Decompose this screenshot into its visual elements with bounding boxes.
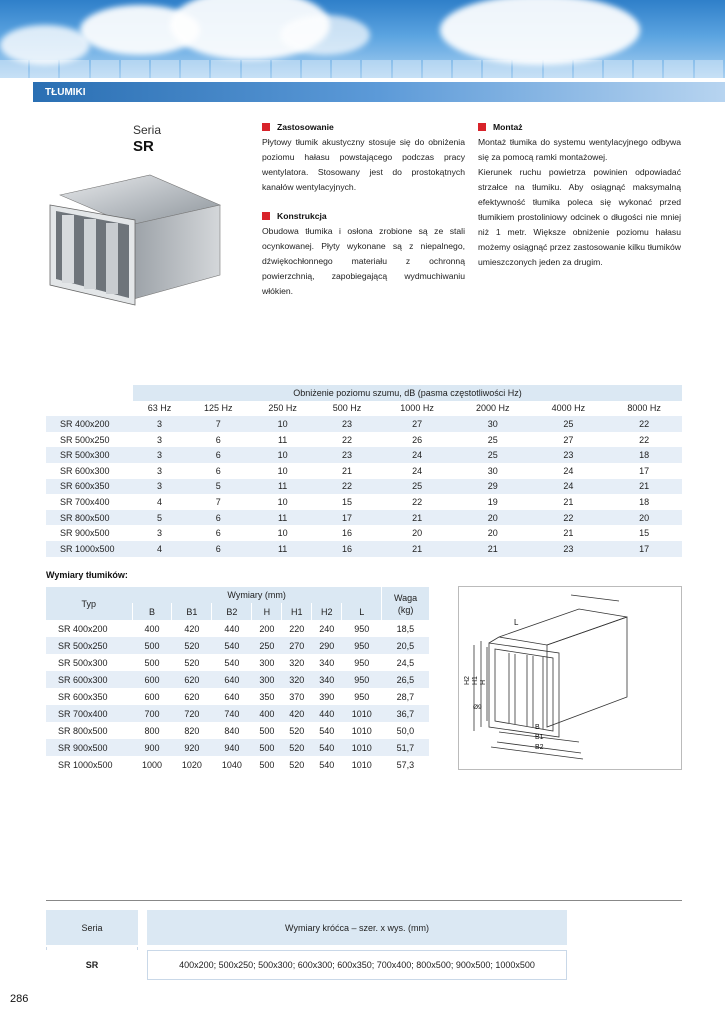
- table-row: [46, 541, 682, 557]
- dimension-value-cell: 800: [132, 722, 172, 739]
- dimension-value-cell: 400: [132, 620, 172, 637]
- model-name-cell: SR 800x500: [46, 510, 133, 526]
- label-hole: Ø9: [473, 704, 482, 711]
- noise-value-cell: 15: [315, 494, 379, 510]
- noise-value-cell: 6: [186, 525, 250, 541]
- table-row: [46, 756, 429, 773]
- dimension-value-cell: 220: [282, 620, 312, 637]
- dimension-value-cell: 390: [312, 688, 342, 705]
- dimensions-table: [46, 587, 429, 773]
- noise-value-cell: 22: [606, 432, 682, 448]
- noise-value-cell: 23: [315, 416, 379, 432]
- model-name-cell: SR 500x300: [46, 654, 132, 671]
- noise-value-cell: 26: [379, 432, 455, 448]
- waga-unit: (kg): [397, 604, 414, 615]
- noise-value-cell: 5: [133, 510, 186, 526]
- dimension-value-cell: 720: [172, 705, 212, 722]
- dimension-value-cell: 500: [132, 637, 172, 654]
- label-H1: H1: [472, 676, 479, 685]
- dimension-value-cell: 18,5: [382, 620, 429, 637]
- model-name-cell: SR 400x200: [46, 416, 133, 432]
- dimension-value-cell: 370: [282, 688, 312, 705]
- dimension-value-cell: 950: [342, 637, 382, 654]
- noise-value-cell: 20: [455, 510, 531, 526]
- noise-value-cell: 16: [315, 541, 379, 557]
- dimension-value-cell: 620: [172, 671, 212, 688]
- model-name-cell: SR 600x300: [46, 463, 133, 479]
- dimension-value-cell: 50,0: [382, 722, 429, 739]
- noise-value-cell: 21: [455, 541, 531, 557]
- label-H2: H2: [464, 676, 471, 685]
- noise-value-cell: 24: [531, 463, 607, 479]
- noise-value-cell: 11: [250, 432, 314, 448]
- table-row: [46, 432, 682, 448]
- noise-value-cell: 10: [250, 463, 314, 479]
- noise-value-cell: 3: [133, 525, 186, 541]
- bottom-seria-label: Seria: [46, 910, 138, 945]
- dimension-value-cell: 500: [132, 654, 172, 671]
- model-name-cell: SR 700x400: [46, 494, 133, 510]
- table-row: [46, 671, 429, 688]
- zastosowanie-heading: Zastosowanie: [262, 120, 465, 135]
- table-row: [46, 463, 682, 479]
- dim-col-header: L: [342, 603, 382, 620]
- noise-value-cell: 21: [606, 479, 682, 495]
- dimension-value-cell: 520: [282, 756, 312, 773]
- noise-value-cell: 22: [531, 510, 607, 526]
- noise-value-cell: 3: [133, 479, 186, 495]
- freq-header: 63 Hz: [133, 401, 186, 417]
- zastosowanie-text: Płytowy tłumik akustyczny stosuje się do obniżenia poziomu hałasu powstającego podczas pracy wentylatora. Stosowany jest do prostokątnych kanałów wentylacyjnych.: [262, 137, 465, 192]
- typ-header: Typ: [46, 587, 132, 620]
- dimension-value-cell: 200: [252, 620, 282, 637]
- noise-value-cell: 23: [531, 447, 607, 463]
- series-label: Seria: [133, 123, 162, 137]
- dimension-value-cell: 500: [252, 722, 282, 739]
- dimension-value-cell: 350: [252, 688, 282, 705]
- dim-col-header: B2: [212, 603, 252, 620]
- noise-value-cell: 11: [250, 541, 314, 557]
- noise-value-cell: 24: [531, 479, 607, 495]
- table-row: [46, 494, 682, 510]
- noise-value-cell: 21: [531, 494, 607, 510]
- noise-value-cell: 20: [455, 525, 531, 541]
- table-row: [46, 705, 429, 722]
- dimension-value-cell: 1040: [212, 756, 252, 773]
- table-row: [46, 739, 429, 756]
- dimension-value-cell: 950: [342, 671, 382, 688]
- bottom-seria-value: SR: [46, 950, 138, 980]
- noise-value-cell: 16: [315, 525, 379, 541]
- noise-value-cell: 10: [250, 416, 314, 432]
- noise-value-cell: 24: [379, 447, 455, 463]
- model-name-cell: SR 500x250: [46, 637, 132, 654]
- dimension-value-cell: 51,7: [382, 739, 429, 756]
- dimension-value-cell: 290: [312, 637, 342, 654]
- dimension-value-cell: 820: [172, 722, 212, 739]
- dimension-value-cell: 520: [282, 722, 312, 739]
- dimension-value-cell: 1010: [342, 705, 382, 722]
- table-row: [46, 688, 429, 705]
- spigot-dimensions-header: Wymiary króćca – szer. x wys. (mm): [147, 910, 567, 945]
- dimension-value-cell: 840: [212, 722, 252, 739]
- dimension-value-cell: 520: [282, 739, 312, 756]
- waga-label: Waga: [394, 592, 418, 603]
- montaz-text-2: Kierunek ruchu powietrza powinien odpowiadać strzałce na tłumiku. Aby osiągnąć maksymalną efektywność tłumika poleca się wykonać przed tłumikiem prostoliniowy odcinek o długości nie mniej niż 1 metr. Większe obniżenie poziomu hałasu możemy osiągnąć przez zastosowanie kilku tłumików umieszczonych jeden za drugim.: [478, 167, 681, 267]
- table-row: [46, 620, 429, 637]
- technical-drawing: [458, 586, 682, 770]
- dimension-value-cell: 520: [172, 654, 212, 671]
- noise-value-cell: 10: [250, 447, 314, 463]
- noise-reduction-table: [46, 385, 682, 557]
- noise-value-cell: 6: [186, 510, 250, 526]
- noise-value-cell: 10: [250, 525, 314, 541]
- noise-value-cell: 11: [250, 510, 314, 526]
- noise-value-cell: 6: [186, 447, 250, 463]
- dimension-value-cell: 520: [172, 637, 212, 654]
- model-name-cell: SR 900x500: [46, 525, 133, 541]
- dimension-value-cell: 540: [312, 722, 342, 739]
- dimension-value-cell: 600: [132, 688, 172, 705]
- noise-value-cell: 29: [455, 479, 531, 495]
- noise-value-cell: 20: [379, 525, 455, 541]
- model-name-cell: SR 1000x500: [46, 541, 133, 557]
- dimension-value-cell: 300: [252, 671, 282, 688]
- section-title-bar: TŁUMIKI: [33, 82, 725, 102]
- dimension-value-cell: 440: [312, 705, 342, 722]
- dimension-value-cell: 540: [212, 637, 252, 654]
- noise-value-cell: 18: [606, 494, 682, 510]
- spigot-dimensions-values: 400x200; 500x250; 500x300; 600x300; 600x350; 700x400; 800x500; 900x500; 1000x500: [147, 950, 567, 980]
- dimension-value-cell: 270: [282, 637, 312, 654]
- noise-value-cell: 20: [606, 510, 682, 526]
- dimension-value-cell: 950: [342, 654, 382, 671]
- noise-value-cell: 3: [133, 432, 186, 448]
- noise-value-cell: 17: [606, 541, 682, 557]
- description-column-2: [478, 120, 681, 270]
- freq-header: 1000 Hz: [379, 401, 455, 417]
- label-B1: B1: [535, 734, 544, 741]
- noise-value-cell: 30: [455, 463, 531, 479]
- noise-value-cell: 3: [133, 463, 186, 479]
- noise-value-cell: 17: [315, 510, 379, 526]
- dimension-value-cell: 540: [312, 739, 342, 756]
- dimension-value-cell: 620: [172, 688, 212, 705]
- dimension-value-cell: 1000: [132, 756, 172, 773]
- dimension-value-cell: 920: [172, 739, 212, 756]
- noise-value-cell: 3: [133, 416, 186, 432]
- noise-value-cell: 21: [379, 510, 455, 526]
- dimension-value-cell: 320: [282, 654, 312, 671]
- noise-value-cell: 18: [606, 447, 682, 463]
- noise-table-title: Obniżenie poziomu szumu, dB (pasma częstotliwości Hz): [133, 385, 682, 401]
- dimension-value-cell: 440: [212, 620, 252, 637]
- label-B: B: [535, 724, 540, 731]
- noise-value-cell: 3: [133, 447, 186, 463]
- dimension-value-cell: 24,5: [382, 654, 429, 671]
- dimension-value-cell: 500: [252, 739, 282, 756]
- dim-col-header: B: [132, 603, 172, 620]
- dimension-value-cell: 57,3: [382, 756, 429, 773]
- dimension-value-cell: 950: [342, 688, 382, 705]
- freq-header: 250 Hz: [250, 401, 314, 417]
- dimension-value-cell: 320: [282, 671, 312, 688]
- table-row: [46, 447, 682, 463]
- dimensions-title: Wymiary tłumików:: [46, 570, 128, 580]
- noise-value-cell: 6: [186, 463, 250, 479]
- noise-value-cell: 25: [455, 447, 531, 463]
- series-code: SR: [133, 138, 154, 155]
- model-name-cell: SR 600x350: [46, 479, 133, 495]
- noise-value-cell: 22: [379, 494, 455, 510]
- noise-value-cell: 6: [186, 541, 250, 557]
- table-row: [46, 637, 429, 654]
- freq-header: 4000 Hz: [531, 401, 607, 417]
- dimension-value-cell: 420: [282, 705, 312, 722]
- noise-value-cell: 15: [606, 525, 682, 541]
- noise-value-cell: 22: [606, 416, 682, 432]
- noise-value-cell: 27: [379, 416, 455, 432]
- dimension-value-cell: 640: [212, 688, 252, 705]
- wymiary-header: Wymiary (mm): [132, 587, 382, 603]
- table-row: [46, 525, 682, 541]
- waga-header: [382, 587, 429, 620]
- table-row: [46, 479, 682, 495]
- dim-col-header: H1: [282, 603, 312, 620]
- model-name-cell: SR 900x500: [46, 739, 132, 756]
- dim-col-header: B1: [172, 603, 212, 620]
- dimension-value-cell: 26,5: [382, 671, 429, 688]
- freq-header: 125 Hz: [186, 401, 250, 417]
- freq-header: 500 Hz: [315, 401, 379, 417]
- noise-value-cell: 11: [250, 479, 314, 495]
- noise-value-cell: 25: [531, 416, 607, 432]
- noise-value-cell: 6: [186, 432, 250, 448]
- table-row: [46, 722, 429, 739]
- noise-value-cell: 4: [133, 494, 186, 510]
- model-name-cell: SR 800x500: [46, 722, 132, 739]
- sky-header-banner: [0, 0, 725, 78]
- dimension-value-cell: 240: [312, 620, 342, 637]
- dimension-value-cell: 300: [252, 654, 282, 671]
- noise-value-cell: 10: [250, 494, 314, 510]
- dimension-value-cell: 340: [312, 654, 342, 671]
- dimension-value-cell: 540: [212, 654, 252, 671]
- label-L: L: [514, 618, 519, 627]
- freq-header: 8000 Hz: [606, 401, 682, 417]
- konstrukcja-heading: Konstrukcja: [262, 209, 465, 224]
- dimension-value-cell: 36,7: [382, 705, 429, 722]
- noise-value-cell: 21: [315, 463, 379, 479]
- bottom-divider: [46, 900, 682, 901]
- dim-col-header: H: [252, 603, 282, 620]
- noise-value-cell: 23: [315, 447, 379, 463]
- noise-value-cell: 21: [379, 541, 455, 557]
- dimension-value-cell: 340: [312, 671, 342, 688]
- model-name-cell: SR 600x350: [46, 688, 132, 705]
- dimension-value-cell: 900: [132, 739, 172, 756]
- silencer-product-image: [40, 165, 240, 325]
- dim-col-header: H2: [312, 603, 342, 620]
- noise-value-cell: 22: [315, 479, 379, 495]
- model-name-cell: SR 500x250: [46, 432, 133, 448]
- dimension-value-cell: 600: [132, 671, 172, 688]
- dimension-value-cell: 940: [212, 739, 252, 756]
- dimension-value-cell: 950: [342, 620, 382, 637]
- noise-value-cell: 17: [606, 463, 682, 479]
- model-name-cell: SR 700x400: [46, 705, 132, 722]
- freq-header: 2000 Hz: [455, 401, 531, 417]
- dimension-value-cell: 400: [252, 705, 282, 722]
- noise-value-cell: 27: [531, 432, 607, 448]
- dimension-value-cell: 20,5: [382, 637, 429, 654]
- dimension-value-cell: 640: [212, 671, 252, 688]
- description-column-1: [262, 120, 465, 299]
- noise-value-cell: 25: [455, 432, 531, 448]
- dimension-value-cell: 1010: [342, 756, 382, 773]
- dimension-value-cell: 1010: [342, 722, 382, 739]
- label-B2: B2: [535, 744, 544, 751]
- table-row: [46, 654, 429, 671]
- page-number: 286: [10, 993, 29, 1005]
- silencer-dimension-drawing: [459, 587, 683, 771]
- dimension-value-cell: 28,7: [382, 688, 429, 705]
- dimension-value-cell: 540: [312, 756, 342, 773]
- noise-value-cell: 4: [133, 541, 186, 557]
- montaz-text-1: Montaż tłumika do systemu wentylacyjnego odbywa się za pomocą ramki montażowej.: [478, 137, 681, 162]
- tile-strip: [0, 60, 725, 78]
- noise-value-cell: 22: [315, 432, 379, 448]
- dimension-value-cell: 700: [132, 705, 172, 722]
- dimension-value-cell: 1010: [342, 739, 382, 756]
- dimension-value-cell: 1020: [172, 756, 212, 773]
- dimension-value-cell: 250: [252, 637, 282, 654]
- table-row: [46, 510, 682, 526]
- noise-value-cell: 30: [455, 416, 531, 432]
- dimension-value-cell: 740: [212, 705, 252, 722]
- dimension-value-cell: 420: [172, 620, 212, 637]
- model-name-cell: SR 600x300: [46, 671, 132, 688]
- model-name-cell: SR 400x200: [46, 620, 132, 637]
- montaz-heading: Montaż: [478, 120, 681, 135]
- noise-value-cell: 21: [531, 525, 607, 541]
- model-name-cell: SR 500x300: [46, 447, 133, 463]
- noise-value-cell: 7: [186, 416, 250, 432]
- noise-value-cell: 5: [186, 479, 250, 495]
- noise-value-cell: 24: [379, 463, 455, 479]
- table-row: [46, 416, 682, 432]
- noise-value-cell: 7: [186, 494, 250, 510]
- noise-value-cell: 19: [455, 494, 531, 510]
- model-name-cell: SR 1000x500: [46, 756, 132, 773]
- noise-value-cell: 23: [531, 541, 607, 557]
- dimension-value-cell: 500: [252, 756, 282, 773]
- label-H: H: [480, 679, 487, 685]
- noise-value-cell: 25: [379, 479, 455, 495]
- konstrukcja-text: Obudowa tłumika i osłona zrobione są ze stali ocynkowanej. Płyty wykonane są z niepalnego, dźwiękochłonnego materiału z ochronną powierzchnią, zapobiegającą wydmuchiwaniu włókien.: [262, 226, 465, 296]
